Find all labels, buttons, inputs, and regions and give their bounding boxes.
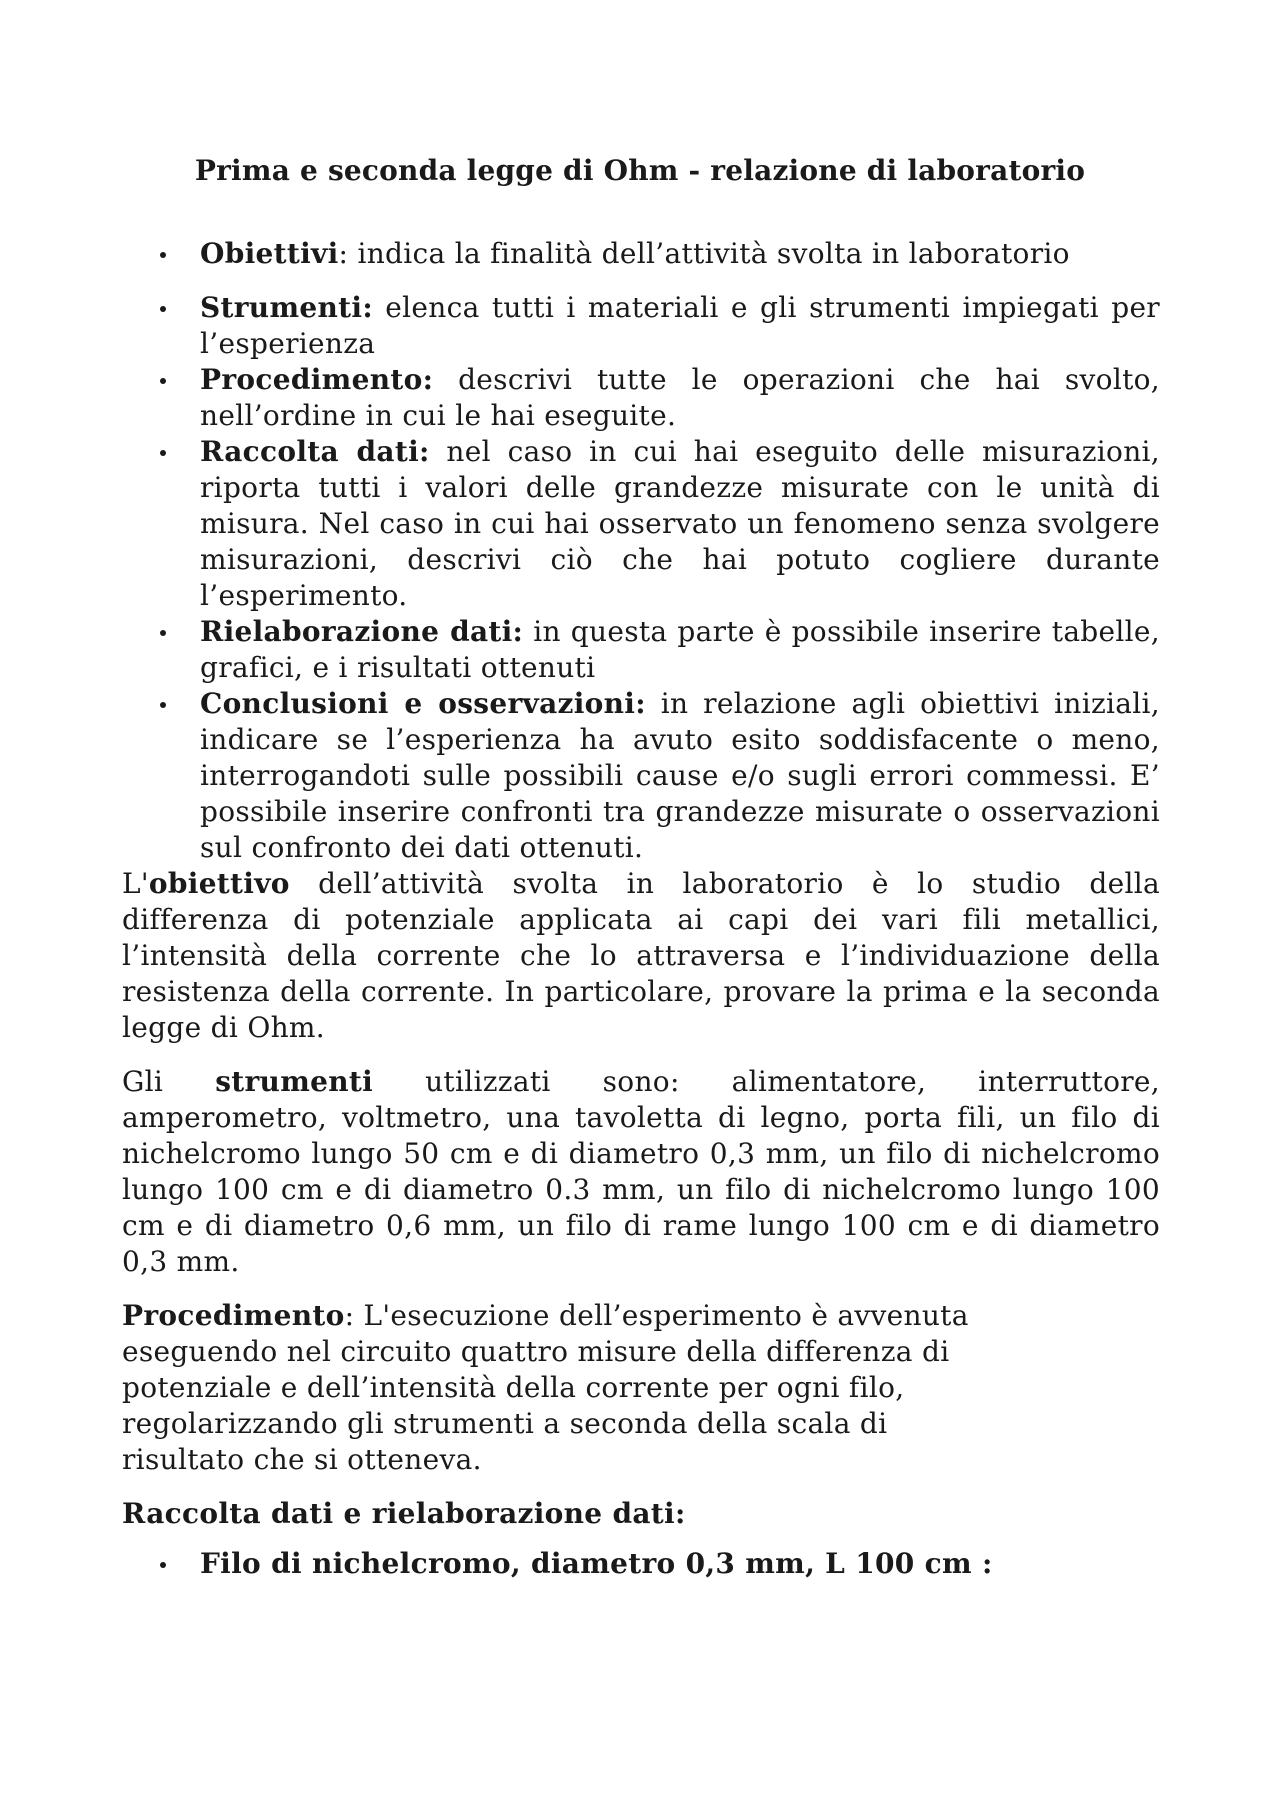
bullet-icon [160,252,166,258]
item-separator [430,435,447,468]
list-item [122,614,1160,686]
item-text: descrivi tutte le operazioni che hai svolto, nell’ordine in cui le hai eseguite. [200,363,1160,432]
data-list [122,1546,1160,1582]
strumenti-label: strumenti [215,1065,374,1098]
item-label: Obiettivi [200,237,339,270]
strumenti-text: utilizzati sono: alimentatore, interruttore, amperometro, voltmetro, una tavoletta di legno, porta fili, un filo di nichelcromo lungo 50 cm e di diametro 0,3 mm, un filo di nichelcromo lungo 100 cm e di diametro 0.3 mm, un filo di nichelcromo lungo 100 cm e di diametro 0,6 mm, un filo di rame lungo 100 cm e di diametro 0,3 mm. [122,1065,1160,1278]
strumenti-paragraph [122,1064,1160,1280]
item-label: Rielaborazione dati: [200,615,524,648]
item-label: Conclusioni e osservazioni: [200,687,646,720]
bullet-icon [160,306,166,312]
list-item [122,362,1160,434]
item-separator [646,687,661,720]
bullet-icon [160,378,166,384]
guide-list [122,236,1160,866]
item-separator [523,615,533,648]
list-item [122,686,1160,866]
procedimento-text: : L'esecuzione dell’esperimento è avvenuta eseguendo nel circuito quattro misure della differenza di potenziale e dell’intensità della corrente per ogni filo, regolarizzando gli strumenti a seconda della scala di risultato che si otteneva. [122,1299,969,1476]
page-title: Prima e seconda legge di Ohm - relazione di laboratorio [194,154,1086,187]
item-label: Procedimento: [200,363,434,396]
item-text: Filo di nichelcromo, diametro 0,3 mm, L 100 cm : [200,1547,993,1580]
procedimento-paragraph [122,1298,1002,1478]
item-text: in questa parte è possibile inserire tabelle, grafici, e i risultati ottenuti [200,615,1160,684]
item-text: in relazione agli obiettivi iniziali, indicare se l’esperienza ha avuto esito soddisfacente o meno, interrogandoti sulle possibili cause e/o sugli errori commessi. E’ possibile inserire confronti tra grandezze misurate o osservazioni sul confronto dei dati ottenuti. [200,687,1161,864]
item-label: Strumenti: [200,291,373,324]
obiettivo-text: dell’attività svolta in laboratorio è lo studio della differenza di potenziale applicata ai capi dei vari fili metallici, l’intensità della corrente che lo attraversa e l’individuazione della resistenza della corrente. In particolare, provare la prima e la seconda legge di Ohm. [122,867,1160,1044]
item-text: elenca tutti i materiali e gli strumenti impiegati per l’esperienza [200,291,1160,360]
item-separator: : [338,237,358,270]
obiettivo-prefix: L' [122,867,149,900]
item-text: nel caso in cui hai eseguito delle misurazioni, riporta tutti i valori delle grandezze misurate con le unità di misura. Nel caso in cui hai osservato un fenomeno senza svolgere misurazioni, descrivi ciò che hai potuto cogliere durante l’esperimento. [200,435,1160,612]
obiettivo-paragraph [122,866,1160,1046]
item-label: Raccolta dati: [200,435,430,468]
list-item [122,434,1160,614]
bullet-icon [160,450,166,456]
procedimento-label: Procedimento [122,1299,345,1332]
bullet-icon [160,630,166,636]
strumenti-prefix: Gli [122,1065,216,1098]
item-separator [433,363,458,396]
list-item [122,236,1160,272]
document-body [122,236,1160,1582]
raccolta-heading: Raccolta dati e rielaborazione dati: [122,1497,686,1530]
list-item [122,1546,1160,1582]
item-text: indica la finalità dell’attività svolta in laboratorio [357,237,1070,270]
item-separator [373,291,385,324]
bullet-icon [160,1562,166,1568]
obiettivo-label: obiettivo [148,867,290,900]
bullet-icon [160,702,166,708]
list-item [122,290,1160,362]
